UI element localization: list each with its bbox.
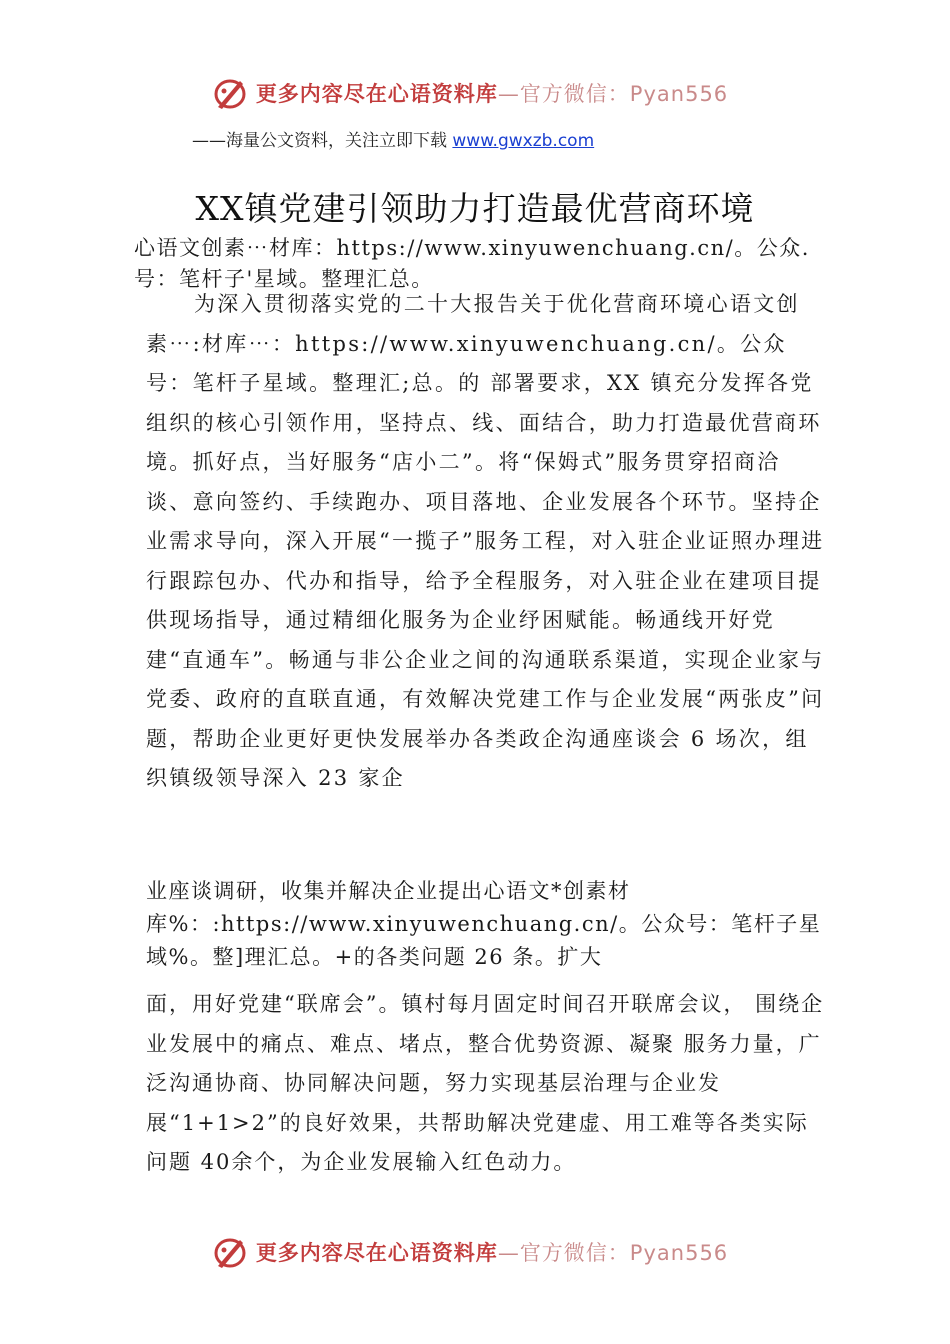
banner-text xyxy=(256,78,728,108)
banner-sub-text: —官方微信：Pyan556 xyxy=(497,1241,729,1265)
pen-brush-logo-icon xyxy=(210,73,250,113)
source-note: 心语文创素⋯材库：https://www.xinyuwenchuang.cn/。公众.号：笔杆子'星域。整理汇总。 xyxy=(134,236,810,291)
banner-main-text: 更多内容尽在心语资料库 xyxy=(255,1241,498,1265)
tagline-text: ——海量公文资料，关注立即下载 xyxy=(192,131,453,151)
banner-sub-text: —官方微信：Pyan556 xyxy=(497,82,729,106)
tagline xyxy=(192,126,792,151)
top-banner xyxy=(0,73,950,113)
body-paragraph-2: 业座谈调研，收集并解决企业提出心语文*创素材库%：:https://www.xinyuwenchuang.cn/。公众号：笔杆子星域%。整]理汇总。+的各类问题 26 条。扩大 xyxy=(146,879,822,969)
body-paragraph-1: 为深入贯彻落实党的二十大报告关于优化营商环境心语文创素⋯:材库⋯：https://www.xinyuwenchuang.cn/。公众号：笔杆子星域。整理汇;总。的 部署要求，XX 镇充分发挥各党组织的核心引领作用，坚持点、线、面结合，助力打造最优营商环境。抓好点，当好服务“店小二”。将“保姆式”服务贯穿招商洽谈、意向签约、手续跑办、项目落地、企业发展各个环节。坚持企业需求导向，深入开展“一揽子”服务工程，对入驻企业证照办理进行跟踪包办、代办和指导，给予全程服务，对入驻企业在建项目提供现场指导，通过精细化服务为企业纾困赋能。畅通线开好党建“直通车”。畅通与非公企业之间的沟通联系渠道，实现企业家与党委、政府的直联直通，有效解决党建工作与企业发展“两张皮”问题，帮助企业更好更快发展举办各类政企沟通座谈会 6 场次，组织镇级领导深入 23 家企 xyxy=(146,292,825,790)
bottom-banner xyxy=(0,1232,950,1272)
body-paragraph-3: 面，用好党建“联席会”。镇村每月固定时间召开联席会议， 围绕企业发展中的痛点、难点、堵点，整合优势资源、凝聚 服务力量，广泛沟通协商、协同解决问题，努力实现基层治理与企业发展“1+1>2”的良好效果，共帮助解决党建虚、用工难等各类实际问题 40余个，为企业发展输入红色动力。 xyxy=(146,992,825,1174)
document-title: XX镇党建引领助力打造最优营商环境 xyxy=(195,189,755,228)
website-link[interactable]: www.gwxzb.com xyxy=(452,131,595,151)
pen-brush-logo-icon xyxy=(210,1232,250,1272)
banner-main-text: 更多内容尽在心语资料库 xyxy=(255,82,498,106)
banner-text xyxy=(256,1237,728,1267)
